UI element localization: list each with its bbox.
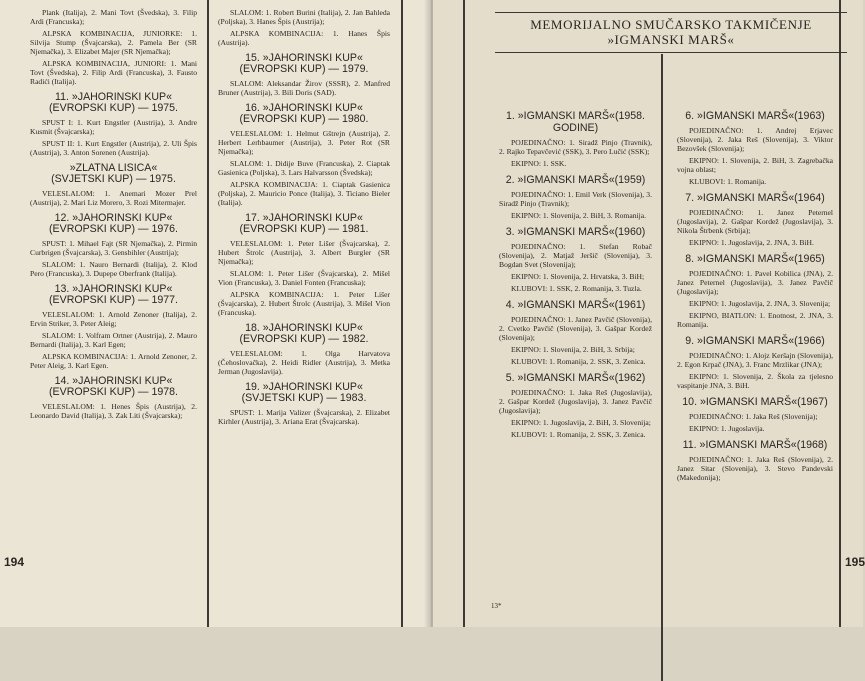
heading-line: 12. »JAHORINSKI KUP«: [54, 212, 173, 224]
result-paragraph: VELESLALOM: 1. Henes Špis (Austrija), 2. Leonardo David (Italija), 3. Zak Liti (Švajcarska);: [30, 402, 197, 420]
result-paragraph: ALPSKA KOMBINACIJA: 1. Ciaptak Gasienica (Poljska), 2. Mauricio Ponce (Italija), 3. Ticiano Bieler (Italija).: [218, 180, 390, 207]
result-paragraph: EKIPNO: 1. Slovenija, 2. Hrvatska, 3. BiH;: [511, 272, 645, 281]
heading-line: (1968): [796, 439, 828, 451]
result-paragraph: KLUBOVI: 1. SSK, 2. Romanija, 3. Tuzla.: [511, 284, 642, 293]
result-paragraph: EKIPNO: 1. Jugoslavija.: [689, 424, 765, 433]
section-heading: [30, 92, 197, 114]
heading-line: (EVROPSKI KUP) — 1981.: [239, 223, 369, 235]
heading-line: (EVROPSKI KUP) — 1976.: [49, 223, 178, 235]
result-paragraph: POJEDINAČNO: 1. Janez Peternel (Jugoslavija), 2. Gašpar Kordež (Jugoslavija), 3. Nikola Štrbenk (Srbija);: [677, 208, 833, 235]
column-divider: [401, 0, 403, 627]
heading-line: (1967): [797, 396, 828, 408]
result-paragraph: EKIPNO: 1. Jugoslavija, 2. JNA, 3. BiH.: [689, 238, 814, 247]
heading-line: (1958. GODINE): [552, 110, 645, 134]
right-column-2: [677, 104, 833, 485]
section-heading: [677, 439, 833, 451]
result-paragraph: EKIPNO: 1. Jugoslavija, 2. JNA, 3. Slovenija;: [689, 299, 831, 308]
section-heading: [677, 253, 833, 265]
heading-line: 16. »JAHORINSKI KUP«: [245, 102, 363, 114]
heading-line: (1965): [794, 253, 825, 265]
result-paragraph: SPUST I: 1. Kurt Engstler (Austrija), 3. Andre Kusmit (Švajcarska);: [30, 118, 197, 136]
section-heading: [30, 163, 197, 185]
section-heading: [499, 299, 652, 311]
banner-line-1: MEMORIJALNO SMUČARSKO TAKMIČENJE: [530, 17, 812, 32]
result-paragraph: ALPSKA KOMBINACIJA: 1. Arnold Zenoner, 2. Peter Aleig, 3. Karl Egen.: [30, 352, 197, 370]
heading-line: 5. »IGMANSKI MARŠ«: [505, 372, 615, 384]
heading-line: 18. »JAHORINSKI KUP«: [245, 322, 363, 334]
result-paragraph: POJEDINAČNO: 1. Janez Pavčič (Slovenija), 2. Cvetko Pavčič (Slovenija), 3. Gašpar Kordež (Slovenija);: [499, 315, 652, 342]
left-column-2: [218, 8, 390, 429]
result-paragraph: EKIPNO: 1. Jugoslavija, 2. BiH, 3. Slovenija;: [511, 418, 651, 427]
heading-line: 3. »IGMANSKI MARŠ«: [505, 226, 615, 238]
section-heading: [218, 53, 390, 75]
result-paragraph: POJEDINAČNO: 1. Stefan Robač (Slovenija), 2. Matjaž Jeršič (Slovenija), 3. Bogdan Svet (Slovenija);: [499, 242, 652, 269]
heading-line: (EVROPSKI KUP) — 1980.: [239, 113, 369, 125]
heading-line: (EVROPSKI KUP) — 1978.: [49, 386, 178, 398]
heading-line: 1. »IGMANSKI MARŠ«: [506, 110, 615, 122]
section-heading: [677, 396, 833, 408]
section-heading: [677, 335, 833, 347]
heading-line: (EVROPSKI KUP) — 1979.: [239, 63, 369, 75]
heading-line: 6. »IGMANSKI MARŠ«: [685, 110, 795, 122]
heading-line: (1962): [614, 372, 646, 384]
heading-line: (SVJETSKI KUP) — 1983.: [241, 392, 367, 404]
heading-line: »ZLATNA LISICA«: [69, 162, 158, 174]
heading-line: 13. »JAHORINSKI KUP«: [54, 283, 173, 295]
heading-line: (EVROPSKI KUP) — 1975.: [49, 102, 178, 114]
column-divider: [661, 54, 663, 681]
section-heading: [30, 376, 197, 398]
right-page: [433, 0, 863, 627]
heading-line: 9. »IGMANSKI MARŠ«: [685, 335, 795, 347]
page-banner-title: [495, 17, 847, 47]
section-heading: [677, 110, 833, 122]
page-number-left: 194: [4, 555, 25, 569]
result-paragraph: ALPSKA KOMBINACIJA, JUNIORI: 1. Mani Tovt (Švedska), 2. Filip Ardi (Francuska), 3. Fausto Radići (Italija).: [30, 59, 197, 86]
signature-mark: 13*: [491, 602, 502, 610]
section-heading: [30, 284, 197, 306]
section-heading: [218, 323, 390, 345]
section-heading: [218, 103, 390, 125]
heading-line: (1961): [614, 299, 646, 311]
result-paragraph: EKIPNO, BIATLON: 1. Enotnost, 2. JNA, 3. Romanija.: [677, 311, 833, 329]
column-divider: [463, 0, 465, 627]
heading-line: 14. »JAHORINSKI KUP«: [54, 375, 173, 387]
result-paragraph: EKIPNO: 1. SSK.: [511, 159, 567, 168]
result-paragraph: VELESLALOM: 1. Peter Lišer (Švajcarska), 2. Hubert Štrolc (Austrija), 3. Albert Burgler (SR Njemačka);: [218, 239, 390, 266]
result-paragraph: POJEDINAČNO: 1. Andrej Erjavec (Slovenija), 2. Jaka Reš (Slovenija), 3. Viktor Bezovšek (Slovenija);: [677, 126, 833, 153]
result-paragraph: SLALOM: Aleksandar Žirov (SSSR), 2. Manfred Bruner (Austrija), 3. Bili Doris (SAD).: [218, 79, 390, 97]
heading-line: 11. »JAHORINSKI KUP«: [55, 91, 172, 103]
heading-line: 11. »IGMANSKI MARŠ«: [682, 439, 797, 451]
heading-line: (1960): [614, 226, 646, 238]
result-paragraph: POJEDINAČNO: 1. Pavel Kobilica (JNA), 2. Janez Peternel (Jugoslavija), 3. Janez Pavčič (Jugoslavija);: [677, 269, 833, 296]
section-heading: [499, 226, 652, 238]
heading-line: 15. »JAHORINSKI KUP«: [245, 52, 363, 64]
heading-line: (1964): [794, 192, 825, 204]
heading-line: (EVROPSKI KUP) — 1977.: [49, 294, 178, 306]
heading-line: 7. »IGMANSKI MARŠ«: [685, 192, 795, 204]
left-column-1: [30, 8, 197, 423]
section-heading: [30, 213, 197, 235]
result-paragraph: SLALOM: 1. Robert Burini (Italija), 2. Jan Bahleda (Poljska), 3. Hanes Špis (Austrija);: [218, 8, 390, 26]
result-paragraph: POJEDINAČNO: 1. Jaka Reš (Slovenija), 2. Janez Sitar (Slovenija), 3. Stevo Pandevski (Makedonija);: [677, 455, 833, 482]
result-paragraph: POJEDINAČNO: 1. Jaka Reš (Jugoslavija), 2. Gašpar Kordež (Jugoslavija), 3. Janez Pavčič (Jugoslavija);: [499, 388, 652, 415]
result-paragraph: VELESLALOM: 1. Arnold Zenoner (Italija), 2. Ervin Striker, 3. Peter Aleig;: [30, 310, 197, 328]
heading-line: (1966): [794, 335, 825, 347]
section-heading: [499, 174, 652, 186]
result-paragraph: Plank (Italija), 2. Mani Tovt (Švedska), 3. Filip Ardi (Francuska);: [30, 8, 197, 26]
heading-line: 10. »IGMANSKI MARŠ«: [682, 396, 798, 408]
heading-line: (1963): [794, 110, 825, 122]
heading-line: 19. »JAHORINSKI KUP«: [245, 381, 363, 393]
result-paragraph: SLALOM: 1. Nauro Bernardi (Italija), 2. Klod Pero (Francuska), 3. Dupepe Oberfrank (Italija).: [30, 260, 197, 278]
section-heading: [218, 213, 390, 235]
result-paragraph: POJEDINAČNO: 1. Emil Verk (Slovenija), 3. Siradž Pinjo (Travnik);: [499, 190, 652, 208]
result-paragraph: ALPSKA KOMBINACIJA: 1. Hanes Špis (Austrija).: [218, 29, 390, 47]
heading-line: 8. »IGMANSKI MARŠ«: [685, 253, 795, 265]
heading-line: 4. »IGMANSKI MARŠ«: [505, 299, 615, 311]
banner-rule-bottom: [495, 52, 847, 53]
result-paragraph: EKIPNO: 1. Slovenija, 2. BiH, 3. Romanija.: [511, 211, 646, 220]
section-heading: [677, 192, 833, 204]
result-paragraph: ALPSKA KOMBINACIJA: 1. Peter Lišer (Švajcarska), 2. Hubert Štrolc (Austrija), 3. Mišel Vion (Francuska).: [218, 290, 390, 317]
result-paragraph: EKIPNO: 1. Slovenija, 2. BiH, 3. Zagrebačka vojna oblast;: [677, 156, 833, 174]
result-paragraph: SLALOM: 1. Volfram Ortner (Austrija), 2. Mauro Bernardi (Italija), 3. Karl Egen;: [30, 331, 197, 349]
banner-line-2: »IGMANSKI MARŠ«: [607, 32, 735, 47]
column-divider: [207, 0, 209, 627]
result-paragraph: SPUST II: 1. Kurt Engstler (Austrija), 2. Uli Špis (Austrija), 3. Anton Sorenen (Austrija).: [30, 139, 197, 157]
result-paragraph: SPUST: 1. Mihael Fajt (SR Njemačka), 2. Pirmin Curbrigen (Švajcarska), 3. Gensbihler (Austrija);: [30, 239, 197, 257]
result-paragraph: POJEDINAČNO: 1. Siradž Pinjo (Travnik), 2. Rajko Tepavčević (SSK), 3. Pero Lučić (SSK);: [499, 138, 652, 156]
heading-line: 2. »IGMANSKI MARŠ«: [505, 174, 615, 186]
left-page: [0, 0, 431, 627]
section-heading: [499, 372, 652, 384]
page-number-right: 195: [845, 555, 865, 569]
result-paragraph: VELESLALOM: 1. Olga Harvatova (Čehoslovačka), 2. Heidi Ridler (Austrija), 3. Metka Jerman (Jugoslavija).: [218, 349, 390, 376]
result-paragraph: SPUST: 1. Marija Valizer (Švajcarska), 2. Elizabet Kirhler (Austrija), 3. Ariana Erat (Švajcarska).: [218, 408, 390, 426]
heading-line: 17. »JAHORINSKI KUP«: [245, 212, 363, 224]
result-paragraph: POJEDINAČNO: 1. Jaka Reš (Slovenija);: [689, 412, 818, 421]
result-paragraph: EKIPNO: 1. Slovenija, 2. BiH, 3. Srbija;: [511, 345, 635, 354]
section-heading: [499, 110, 652, 134]
result-paragraph: ALPSKA KOMBINACIJA, JUNIORKE: 1. Silvija Stump (Švajcarska), 2. Pamela Ber (SR Njemačka), 3. Elizabet Majer (SR Njemačka);: [30, 29, 197, 56]
result-paragraph: KLUBOVI: 1. Romanija, 2. SSK, 3. Zenica.: [511, 357, 646, 366]
result-paragraph: SLALOM: 1. Peter Lišer (Švajcarska), 2. Mišel Vion (Francuska), 3. Daniel Fonten (Francuska);: [218, 269, 390, 287]
result-paragraph: EKIPNO: 1. Slovenija, 2. Škola za tjelesno vaspitanje JNA, 3. BiH.: [677, 372, 833, 390]
heading-line: (1959): [614, 174, 646, 186]
right-column-1: [499, 104, 652, 442]
result-paragraph: POJEDINAČNO: 1. Alojz Keršajn (Slovenija), 2. Egon Krpač (JNA), 3. Franc Mrzlikar (JNA);: [677, 351, 833, 369]
result-paragraph: VELESLALOM: 1. Anemari Mozer Prel (Austrija), 2. Mari Liz Morero, 3. Rozi Mitermajer.: [30, 189, 197, 207]
heading-line: (EVROPSKI KUP) — 1982.: [239, 333, 369, 345]
section-heading: [218, 382, 390, 404]
result-paragraph: SLALOM: 1. Didije Buve (Francuska), 2. Ciaptak Gasienica (Poljska), 3. Lars Halvarsson (Švedska);: [218, 159, 390, 177]
result-paragraph: VELESLALOM: 1. Helmut Gštrejn (Austrija), 2. Herbert Lerhbaumer (Austrija), 3. Peter Rot (SR Njemačka);: [218, 129, 390, 156]
result-paragraph: KLUBOVI: 1. Romanija, 2. SSK, 3. Zenica.: [511, 430, 646, 439]
banner-rule-top: [495, 12, 847, 13]
result-paragraph: KLUBOVI: 1. Romanija.: [689, 177, 767, 186]
heading-line: (SVJETSKI KUP) — 1975.: [51, 173, 176, 185]
column-divider: [839, 0, 841, 627]
